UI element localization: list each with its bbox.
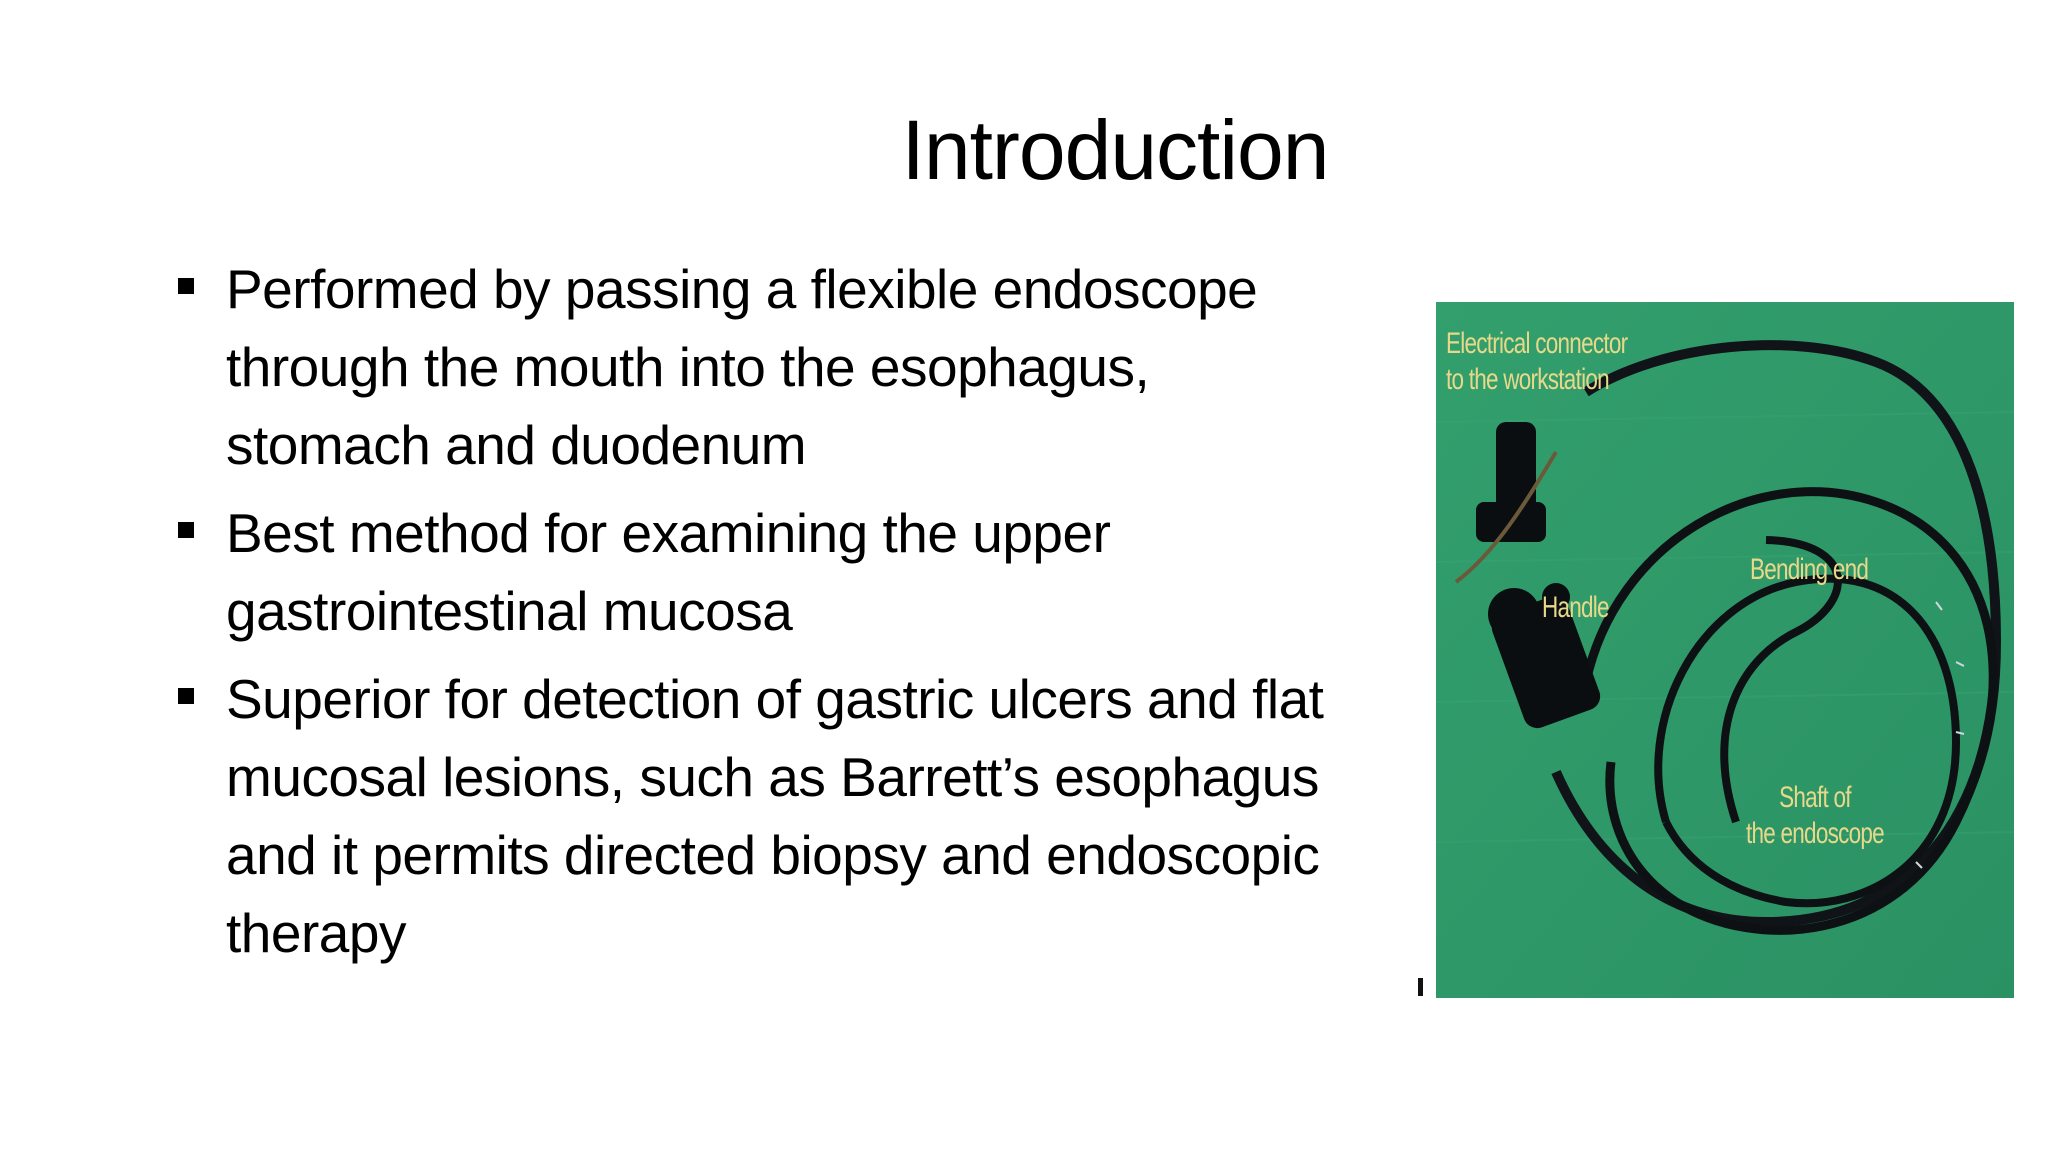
slide-title: Introduction — [901, 103, 1329, 197]
bullet-text: Performed by passing a flexible endoscope through the mouth into the esophagus, stomach and duodenum — [226, 258, 1258, 476]
label-bending-end: Bending end — [1750, 553, 1869, 586]
label-handle: Handle — [1542, 591, 1609, 624]
endoscope-illustration — [1436, 302, 2014, 998]
image-edge-mark — [1418, 978, 1423, 996]
bullet-item — [168, 494, 1368, 650]
bullet-text: Best method for examining the upper gastrointestinal mucosa — [226, 502, 1111, 642]
square-bullet-icon — [178, 278, 194, 294]
square-bullet-icon — [178, 522, 194, 538]
bullet-item — [168, 660, 1368, 972]
bullet-text: Superior for detection of gastric ulcers and flat mucosal lesions, such as Barrett’s esophagus and it permits directed biopsy and endoscopic therapy — [226, 668, 1324, 964]
bullet-list — [168, 250, 1368, 982]
label-electrical-connector: Electrical connector to the workstation — [1446, 327, 1628, 396]
label-shaft: Shaft of the endoscope — [1746, 781, 1884, 850]
bullet-item — [168, 250, 1368, 484]
endoscope-photo — [1436, 302, 2014, 998]
square-bullet-icon — [178, 688, 194, 704]
